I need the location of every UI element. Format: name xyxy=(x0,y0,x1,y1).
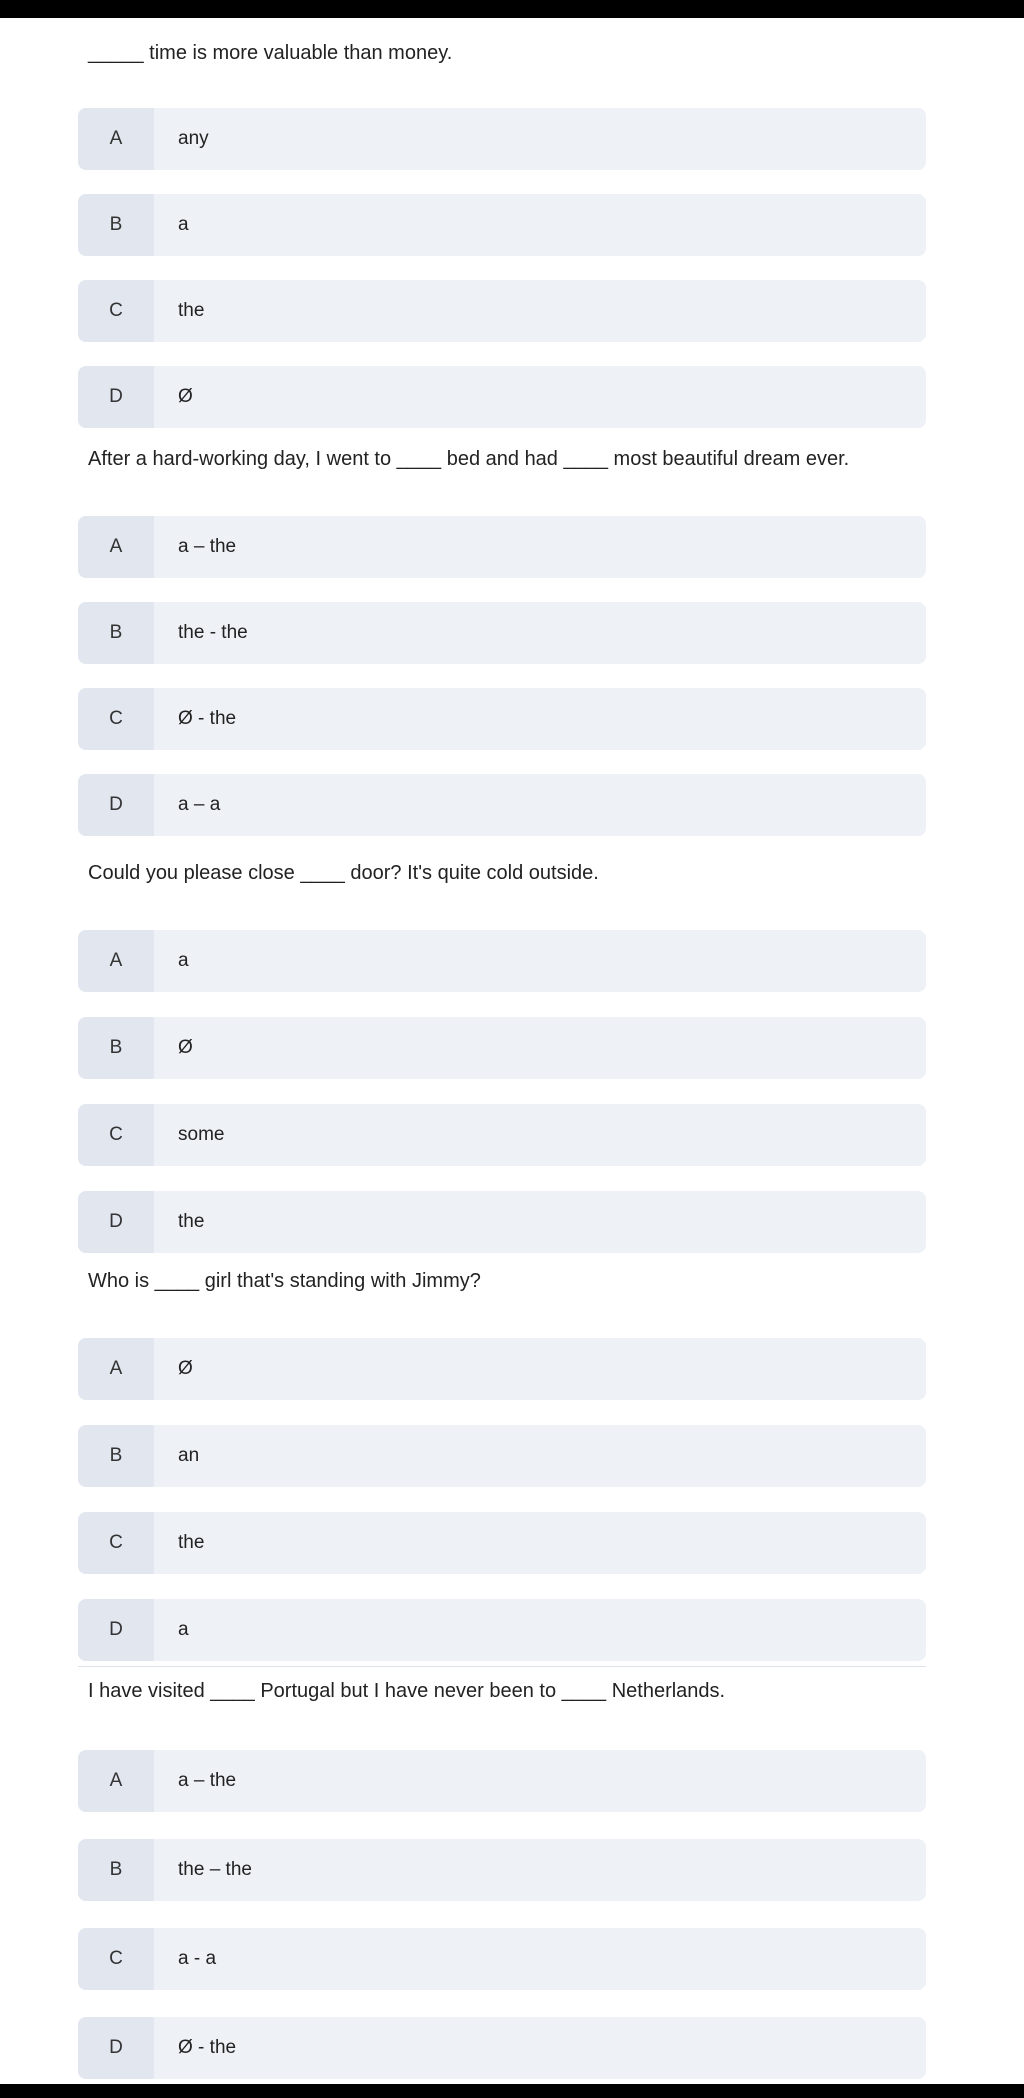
question-3-text: Could you please close ____ door? It's quite cold outside. xyxy=(88,862,599,884)
option-text: some xyxy=(178,1124,225,1145)
option-text: a xyxy=(178,950,189,971)
question-2-text: After a hard-working day, I went to ____ bed and had ____ most beautiful dream ever. xyxy=(88,448,850,470)
bottom-bar xyxy=(0,2084,1024,2098)
option-text: Ø xyxy=(178,386,193,407)
option-letter: C xyxy=(78,280,154,342)
option-text: the xyxy=(178,1532,205,1553)
option-letter: A xyxy=(78,516,154,578)
option-text: a – the xyxy=(178,536,237,557)
question-1-option-b[interactable] xyxy=(78,194,926,256)
option-letter: B xyxy=(78,194,154,256)
option-letter: D xyxy=(78,2017,154,2079)
option-text: a xyxy=(178,214,189,235)
question-2-option-c[interactable] xyxy=(78,688,926,750)
option-text: Ø xyxy=(178,1037,193,1058)
option-letter: D xyxy=(78,1191,154,1253)
question-4-option-d[interactable] xyxy=(78,1599,926,1661)
question-4-option-c[interactable] xyxy=(78,1512,926,1574)
option-letter: B xyxy=(78,1839,154,1901)
question-3-option-a[interactable] xyxy=(78,930,926,992)
question-5-option-b[interactable] xyxy=(78,1839,926,1901)
option-text: any xyxy=(178,128,209,149)
option-text: an xyxy=(178,1445,200,1466)
option-letter: D xyxy=(78,1599,154,1661)
option-text: a xyxy=(178,1619,189,1640)
option-letter: B xyxy=(78,1017,154,1079)
option-text: Ø xyxy=(178,1358,193,1379)
question-1-option-a[interactable] xyxy=(78,108,926,170)
question-4-option-a[interactable] xyxy=(78,1338,926,1400)
question-5-option-c[interactable] xyxy=(78,1928,926,1990)
top-bar xyxy=(0,0,1024,18)
option-letter: A xyxy=(78,1750,154,1812)
option-text: a – the xyxy=(178,1770,237,1791)
question-5-option-a[interactable] xyxy=(78,1750,926,1812)
option-letter: A xyxy=(78,930,154,992)
question-5-text: I have visited ____ Portugal but I have never been to ____ Netherlands. xyxy=(88,1680,726,1702)
option-letter: D xyxy=(78,774,154,836)
option-letter: A xyxy=(78,1338,154,1400)
question-4-text: Who is ____ girl that's standing with Jimmy? xyxy=(88,1270,481,1292)
option-letter: C xyxy=(78,1928,154,1990)
option-letter: D xyxy=(78,366,154,428)
question-1-option-c[interactable] xyxy=(78,280,926,342)
option-letter: C xyxy=(78,1512,154,1574)
option-text: the – the xyxy=(178,1859,252,1880)
question-5-option-d[interactable] xyxy=(78,2017,926,2079)
option-letter: C xyxy=(78,688,154,750)
question-1-option-d[interactable] xyxy=(78,366,926,428)
option-letter: A xyxy=(78,108,154,170)
option-letter: B xyxy=(78,602,154,664)
question-4-option-b[interactable] xyxy=(78,1425,926,1487)
question-1-text: _____ time is more valuable than money. xyxy=(88,42,453,64)
option-text: the xyxy=(178,300,205,321)
option-text: the - the xyxy=(178,622,248,643)
option-text: a - a xyxy=(178,1948,217,1969)
divider xyxy=(78,1666,926,1667)
option-text: the xyxy=(178,1211,205,1232)
question-3-option-b[interactable] xyxy=(78,1017,926,1079)
option-text: Ø - the xyxy=(178,2037,237,2058)
option-text: a – a xyxy=(178,794,221,815)
question-2-option-b[interactable] xyxy=(78,602,926,664)
question-2-option-a[interactable] xyxy=(78,516,926,578)
option-letter: C xyxy=(78,1104,154,1166)
question-3-option-d[interactable] xyxy=(78,1191,926,1253)
question-3-option-c[interactable] xyxy=(78,1104,926,1166)
option-letter: B xyxy=(78,1425,154,1487)
question-2-option-d[interactable] xyxy=(78,774,926,836)
option-text: Ø - the xyxy=(178,708,237,729)
